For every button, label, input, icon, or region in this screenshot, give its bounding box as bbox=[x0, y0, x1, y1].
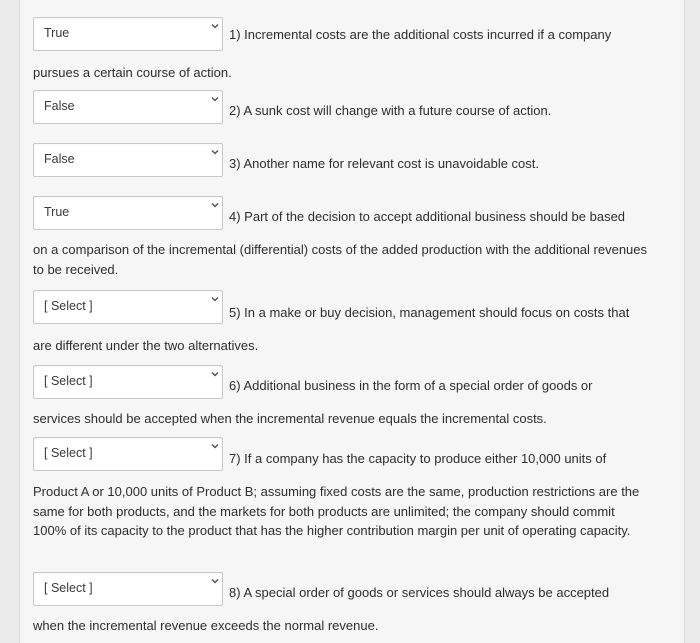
question-text: 8) A special order of goods or services should always be accepted bbox=[229, 585, 610, 600]
question-2 bbox=[33, 90, 653, 126]
question-text-continued: on a comparison of the incremental (differential) costs of the added production with the additional revenues to be received. bbox=[33, 242, 648, 277]
answer-select-value: [ Select ] bbox=[44, 581, 93, 595]
question-5 bbox=[33, 290, 653, 356]
question-4 bbox=[33, 196, 653, 279]
answer-select-3[interactable] bbox=[33, 143, 223, 177]
answer-select-value: [ Select ] bbox=[44, 446, 93, 460]
answer-select-value: False bbox=[44, 99, 75, 113]
answer-select-value: False bbox=[44, 152, 75, 166]
answer-select-1[interactable] bbox=[33, 17, 223, 51]
question-text-continued: services should be accepted when the incremental revenue equals the incremental costs. bbox=[33, 411, 547, 426]
question-text: 7) If a company has the capacity to produce either 10,000 units of bbox=[229, 451, 607, 466]
question-text: 5) In a make or buy decision, management should focus on costs that bbox=[229, 305, 630, 320]
answer-select-5[interactable] bbox=[33, 290, 223, 324]
answer-select-6[interactable] bbox=[33, 365, 223, 399]
chevron-down-icon bbox=[210, 200, 220, 210]
chevron-down-icon bbox=[210, 576, 220, 586]
answer-select-4[interactable] bbox=[33, 196, 223, 230]
answer-select-value: True bbox=[44, 205, 70, 219]
question-text: 3) Another name for relevant cost is unavoidable cost. bbox=[229, 156, 540, 171]
chevron-down-icon bbox=[210, 441, 220, 451]
answer-select-2[interactable] bbox=[33, 90, 223, 124]
question-text-continued: Product A or 10,000 units of Product B; assuming fixed costs are the same, production restrictions are the same for both products, and the markets for both products are unlimited; the company should commit 100% of its capacity to the product that has the higher contribution margin per unit of operating capacity. bbox=[33, 484, 640, 538]
chevron-down-icon bbox=[210, 369, 220, 379]
answer-select-value: [ Select ] bbox=[44, 299, 93, 313]
question-text-continued: when the incremental revenue exceeds the normal revenue. bbox=[33, 618, 379, 633]
question-text: 1) Incremental costs are the additional costs incurred if a company bbox=[229, 27, 612, 42]
answer-select-value: [ Select ] bbox=[44, 374, 93, 388]
question-text: 6) Additional business in the form of a special order of goods or bbox=[229, 378, 593, 393]
question-3 bbox=[33, 143, 653, 179]
question-text: 2) A sunk cost will change with a future course of action. bbox=[229, 103, 552, 118]
answer-select-8[interactable] bbox=[33, 572, 223, 606]
chevron-down-icon bbox=[210, 21, 220, 31]
question-6 bbox=[33, 365, 653, 429]
answer-select-7[interactable] bbox=[33, 437, 223, 471]
question-text-continued: are different under the two alternatives. bbox=[33, 338, 259, 353]
question-8 bbox=[33, 572, 653, 636]
chevron-down-icon bbox=[210, 94, 220, 104]
chevron-down-icon bbox=[210, 147, 220, 157]
chevron-down-icon bbox=[210, 294, 220, 304]
answer-select-value: True bbox=[44, 26, 70, 40]
question-7 bbox=[33, 437, 653, 541]
question-1 bbox=[33, 17, 653, 83]
question-text: 4) Part of the decision to accept additional business should be based bbox=[229, 209, 626, 224]
question-text-continued: pursues a certain course of action. bbox=[33, 65, 232, 80]
